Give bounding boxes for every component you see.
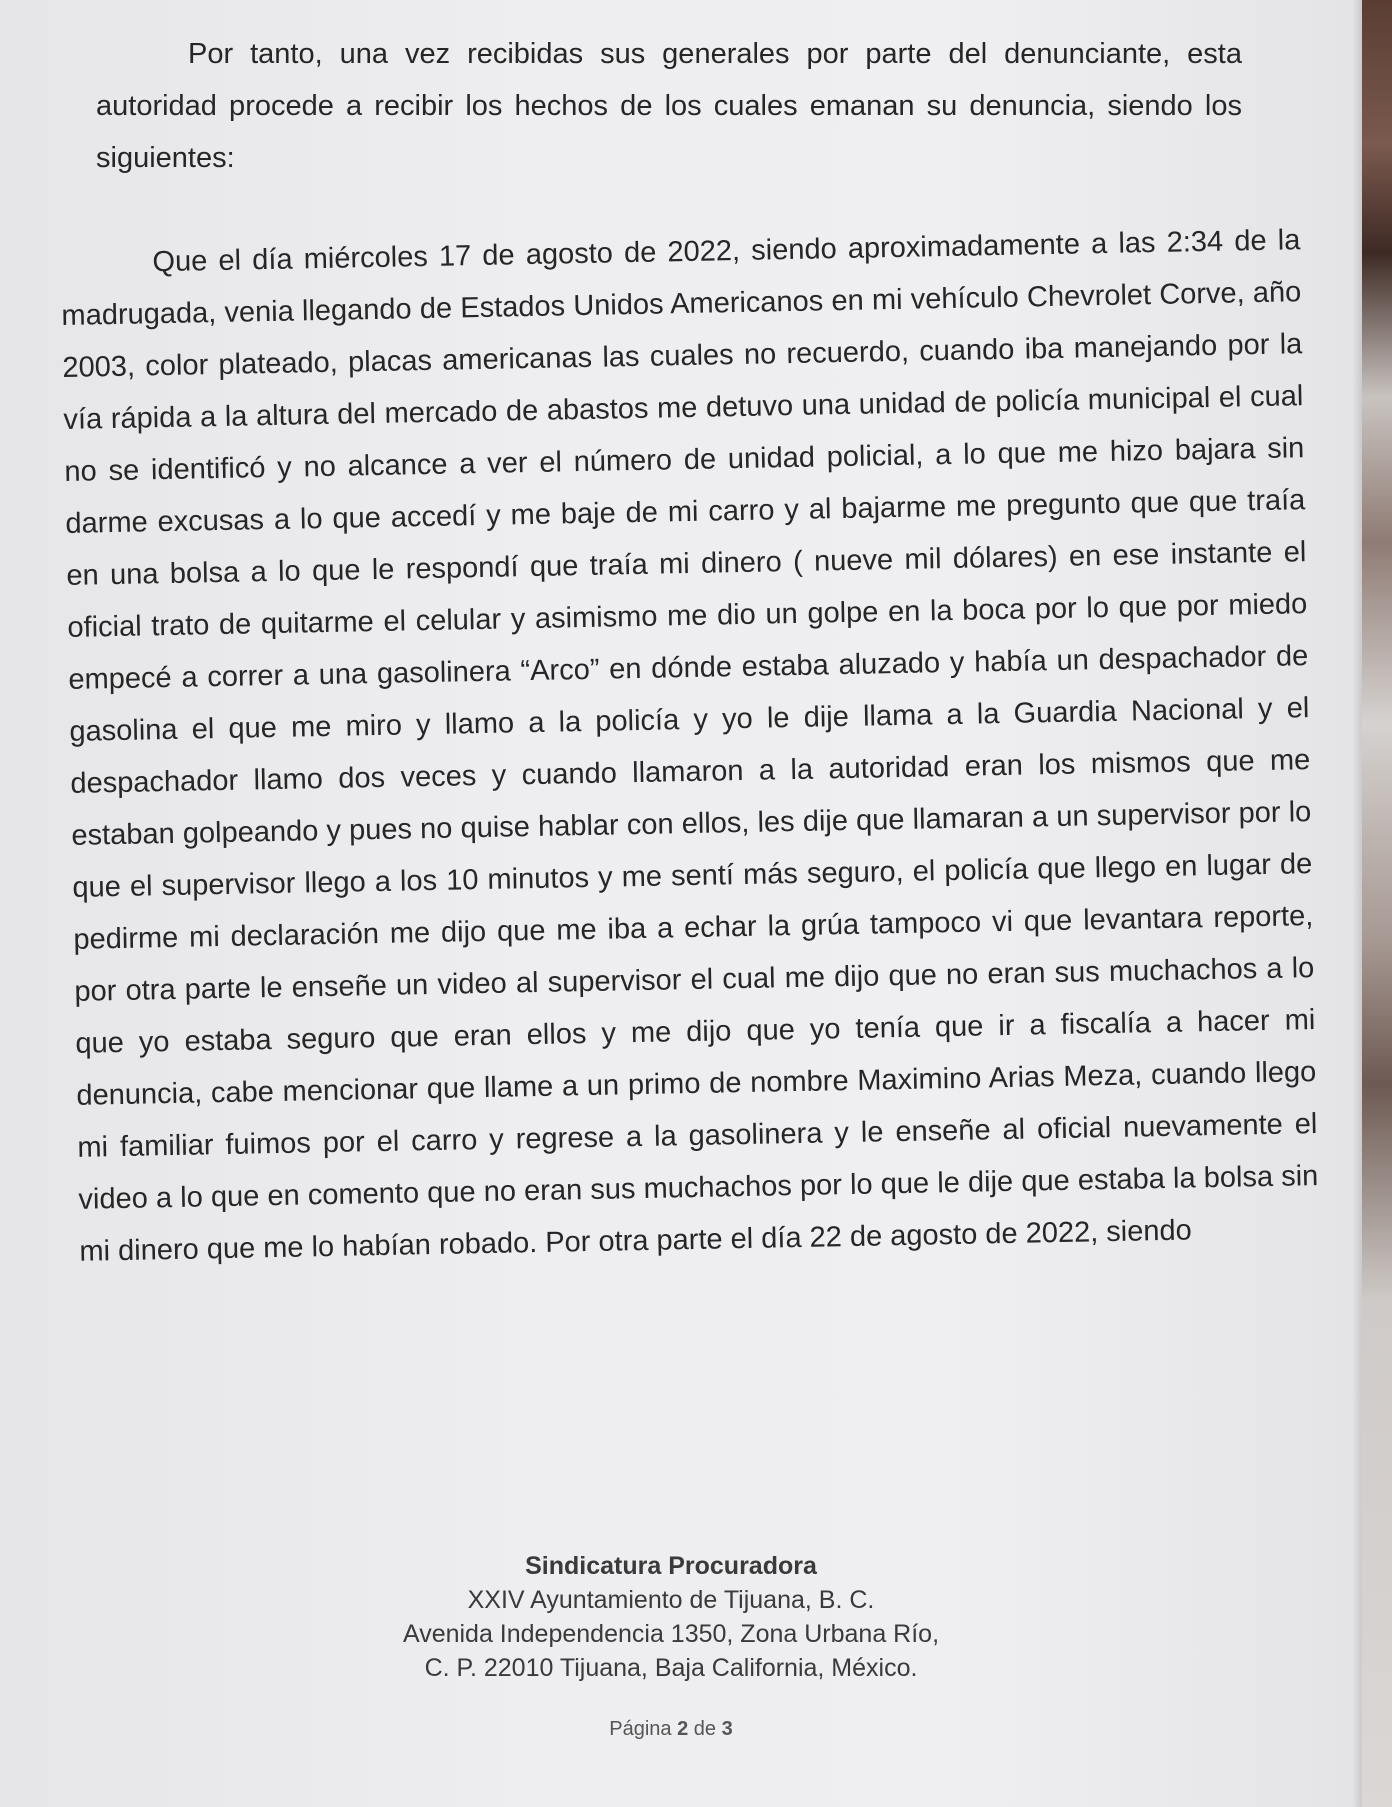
footer-title: Sindicatura Procuradora (525, 1552, 817, 1580)
page-number (0, 1718, 1342, 1741)
footer-address-line-3: C. P. 22010 Tijuana, Baja California, México. (424, 1654, 918, 1682)
page-number-current: 2 (677, 1718, 689, 1740)
paragraph-facts (60, 214, 1320, 1278)
paragraph-indent (61, 271, 153, 273)
paragraph-facts-text: Que el día miércoles 17 de agosto de 2022, siendo aproximadamente a las 2:34 de la madrugada, venia llegando de Estados Unidos Americanos en mi vehículo Chevrolet Corve, año 2003, color plateado, placas americanas las cuales no recuerdo, cuando iba manejando por la vía rápida a la altura del mercado de abastos me detuvo una unidad de policía municipal el cual no se identificó y no alcance a ver el número de unidad policial, a lo que me hizo bajara sin darme excusas a lo que accedí y me baje de mi carro y al bajarme me pregunto que que traía en una bolsa a lo que le respondí que traía mi dinero ( nueve mil dólares) en ese instante el oficial trato de quitarme el celular y asimismo me dio un golpe en la boca por lo que por miedo empecé a correr a una gasolinera “Arco” en dónde estaba aluzado y había un despachador de gasolina el que me miro y llamo a la policía y yo le dije llama a la Guardia Nacional y el despachador llamo dos veces y cuando llamaron a la autoridad eran los mismos que me estaban golpeando y pues no quise hablar con ellos, les dije que llamaran a un supervisor por lo que el supervisor llego a los 10 minutos y me sentí más seguro, el policía que llego en lugar de pedirme mi declaración me dijo que me iba a echar la grúa tampoco vi que levantara reporte, por otra parte le enseñe un video al supervisor el cual me dijo que no eran sus muchachos a lo que yo estaba seguro que eran ellos y me dijo que yo tenía que ir a fiscalía a hacer mi denuncia, cabe mencionar que llame a un primo de nombre Maximino Arias Meza, cuando llego mi familiar fuimos por el carro y regrese a la gasolinera y le enseñe al oficial nuevamente el video a lo que en comento que no eran sus muchachos por lo que le dije que estaba la bolsa sin mi dinero que me lo habían robado. Por otra parte el día 22 de agosto de 2022, siendo (61, 224, 1319, 1268)
footer-address-line-2: Avenida Independencia 1350, Zona Urbana Río, (402, 1620, 940, 1648)
paragraph-intro-text: Por tanto, una vez recibidas sus generales por parte del denunciante, esta autoridad procede a recibir los hechos de los cuales emanan su denuncia, siendo los siguientes: (96, 38, 1242, 174)
page-number-label: Página (609, 1718, 672, 1740)
binder-edge (1362, 0, 1392, 1807)
footer-address-line-1: XXIV Ayuntamiento de Tijuana, B. C. (467, 1586, 875, 1614)
paragraph-intro (96, 28, 1242, 184)
page-number-total: 3 (721, 1718, 733, 1740)
page-number-separator: de (693, 1718, 717, 1740)
